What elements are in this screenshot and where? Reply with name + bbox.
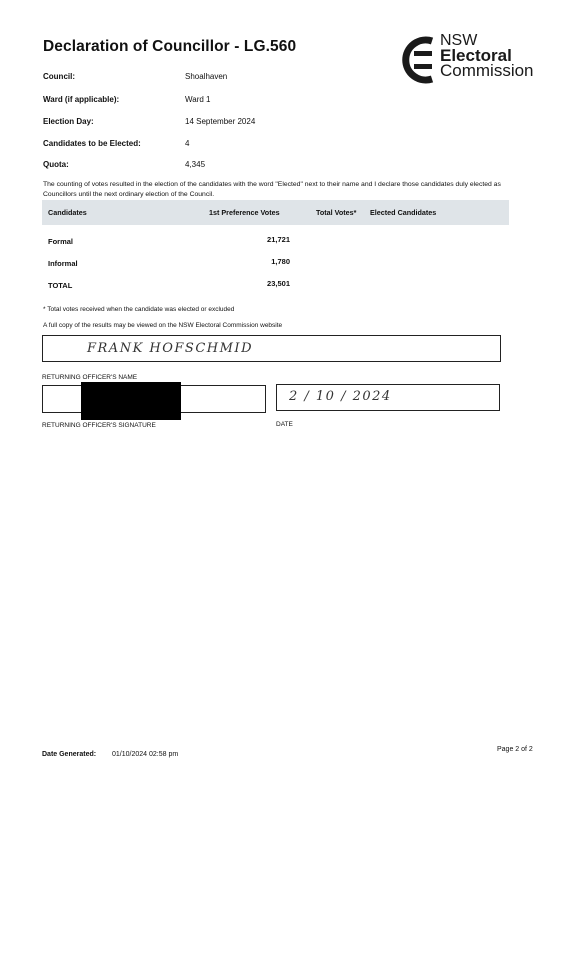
table-row-informal-value: 1,780 xyxy=(271,257,290,266)
declaration-text: The counting of votes resulted in the election of the candidates with the word "Elected" next to their name and I declare those candidates duly elected as Councillors until the next ordinary election of the Council. xyxy=(43,181,501,198)
date-generated-label: Date Generated: xyxy=(42,751,97,758)
candidates-to-be-elected-value: 4 xyxy=(185,139,190,148)
council-value: Shoalhaven xyxy=(185,72,228,81)
header-candidates: Candidates xyxy=(48,208,87,217)
candidates-to-be-elected-label: Candidates to be Elected: xyxy=(43,139,141,148)
ward-label: Ward (if applicable): xyxy=(43,95,120,104)
ward-value: Ward 1 xyxy=(185,95,211,104)
quota-label: Quota: xyxy=(43,160,69,169)
date-box xyxy=(276,384,500,411)
election-day-label: Election Day: xyxy=(43,117,94,126)
council-label: Council: xyxy=(43,72,75,81)
page-number: Page 2 of 2 xyxy=(497,746,533,753)
header-first-preference-votes: 1st Preference Votes xyxy=(209,208,280,217)
signature-redaction xyxy=(81,382,181,420)
nsw-electoral-commission-logo xyxy=(402,33,552,89)
officer-name-caption: RETURNING OFFICER'S NAME xyxy=(42,374,138,381)
logo-line-electoral: Electoral xyxy=(440,46,512,65)
date-generated-value: 01/10/2024 02:58 pm xyxy=(112,751,179,758)
election-day-value: 14 September 2024 xyxy=(185,117,256,126)
officer-name-box xyxy=(42,335,501,362)
date-caption: DATE xyxy=(276,421,293,428)
header-total-votes: Total Votes* xyxy=(316,208,357,217)
results-table-header xyxy=(42,200,509,225)
table-row-total-value: 23,501 xyxy=(267,279,290,288)
officer-name-handwritten: FRANK HOFSCHMID xyxy=(87,341,253,356)
page-title: Declaration of Councillor - LG.560 xyxy=(43,38,297,55)
signature-caption: RETURNING OFFICER'S SIGNATURE xyxy=(42,422,156,429)
table-row-total-label: TOTAL xyxy=(48,281,73,290)
date-handwritten: 2 / 10 / 2024 xyxy=(289,389,392,404)
table-row-formal-label: Formal xyxy=(48,237,74,246)
table-row-informal-label: Informal xyxy=(48,259,78,268)
quota-value: 4,345 xyxy=(185,160,206,169)
table-row-formal-value: 21,721 xyxy=(267,235,290,244)
full-copy-note: A full copy of the results may be viewed on the NSW Electoral Commission website xyxy=(43,322,283,329)
footnote: * Total votes received when the candidate was elected or excluded xyxy=(43,306,235,313)
logo-line-nsw: NSW xyxy=(440,32,478,49)
header-elected-candidates: Elected Candidates xyxy=(370,208,437,217)
logo-line-commission: Commission xyxy=(440,61,534,80)
electoral-commission-emblem-icon xyxy=(402,35,436,85)
